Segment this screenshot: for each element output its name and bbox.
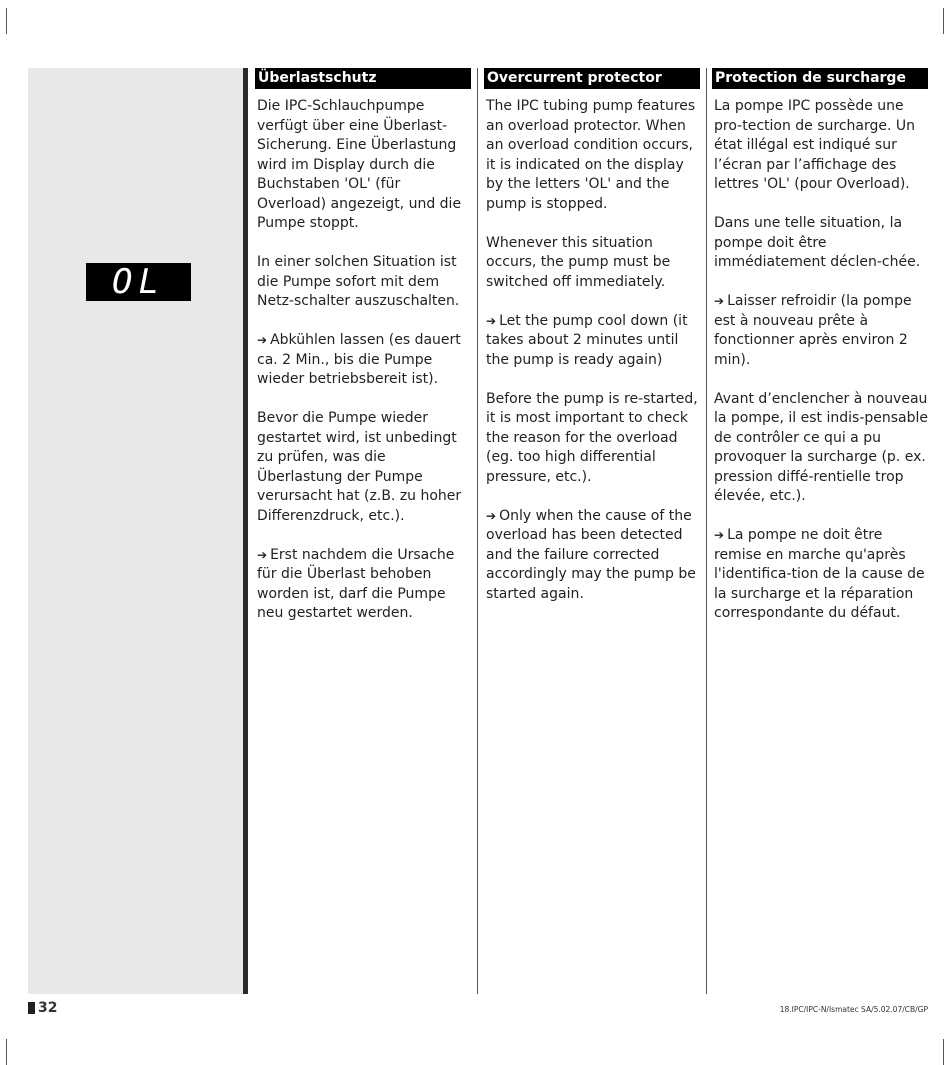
column-divider-2 — [706, 68, 707, 994]
column-divider-1 — [477, 68, 478, 994]
paragraph: La pompe IPC possède une pro-tection de surcharge. Un état illégal est indiqué sur l’écran par l’affichage des lettres 'OL' (pour Overload). — [714, 98, 916, 192]
display-text: OL — [112, 262, 165, 302]
paragraph: Before the pump is re-started, it is most important to check the reason for the overload (eg. too high differential pressure, etc.). — [486, 390, 698, 485]
arrow-right-icon: ➔ — [486, 508, 497, 523]
paragraph: ➔ La pompe ne doit être remise en marche qu'après l'identifica-tion de la cause de la surcharge et la réparation correspondante du défaut. — [714, 527, 925, 621]
arrow-right-icon: ➔ — [257, 333, 268, 347]
paragraph: ➔ Abkühlen lassen (es dauert ca. 2 Min., bis die Pumpe wieder betriebsbereit ist). — [257, 332, 461, 387]
paragraph: Whenever this situation occurs, the pump must be switched off immediately. — [486, 234, 671, 290]
arrow-right-icon: ➔ — [486, 313, 497, 328]
arrow-right-icon: ➔ — [714, 294, 725, 308]
column-german — [255, 68, 471, 643]
paragraph: In einer solchen Situation ist die Pumpe sofort mit dem Netz-schalter auszuschalten. — [257, 254, 460, 309]
crop-mark-top-right — [943, 8, 944, 34]
paragraph: ➔ Let the pump cool down (it takes about 2 minutes until the pump is ready again) — [486, 312, 688, 368]
column-english — [484, 68, 700, 624]
column-title: Overcurrent protector — [484, 68, 700, 89]
paragraph: Dans une telle situation, la pompe doit être immédiatement déclen-chée. — [714, 215, 921, 270]
arrow-right-icon: ➔ — [257, 547, 268, 562]
crop-mark-top-left — [6, 8, 7, 34]
document-code: 18.IPC/IPC-N/Ismatec SA/5.02.07/CB/GP — [779, 1005, 928, 1014]
crop-mark-bottom-left — [6, 1039, 7, 1065]
arrow-right-icon: ➔ — [714, 528, 725, 542]
paragraph: Bevor die Pumpe wieder gestartet wird, ist unbedingt zu prüfen, was die Überlastung der Pumpe verursacht hat (z.B. zu hoher Differenzdruck, etc.). — [257, 410, 462, 524]
column-title: Protection de surcharge — [712, 68, 928, 89]
paragraph: Die IPC-Schlauchpumpe verfügt über eine Überlast-Sicherung. Eine Überlastung wird im Display durch die Buchstaben 'OL' (für Overload) angezeigt, und die Pumpe stoppt. — [257, 98, 462, 231]
paragraph: The IPC tubing pump features an overload protector. When an overload condition occurs, it is indicated on the display by the letters 'OL' and the pump is stopped. — [486, 98, 696, 212]
paragraph: Avant d’enclencher à nouveau la pompe, il est indis-pensable de contrôler ce qui a pu provoquer la surcharge (p. ex. pression diffé-rentielle trop élevée, etc.). — [714, 390, 929, 504]
lcd-display-illustration — [86, 263, 191, 301]
page-number: 32 — [28, 1000, 57, 1016]
paragraph: ➔ Laisser refroidir (la pompe est à nouveau prête à fonctionner après environ 2 min). — [714, 293, 912, 368]
paragraph: ➔ Only when the cause of the overload has been detected and the failure corrected accordingly may the pump be started again. — [486, 507, 696, 602]
left-dark-bar — [243, 68, 248, 994]
column-title: Überlastschutz — [255, 68, 471, 89]
page-marker-icon — [28, 1002, 35, 1014]
left-gray-panel — [28, 68, 243, 994]
crop-mark-bottom-right — [943, 1039, 944, 1065]
paragraph: ➔ Erst nachdem die Ursache für die Überlast behoben worden ist, darf die Pumpe neu gestartet werden. — [257, 546, 455, 621]
column-french — [712, 68, 928, 643]
